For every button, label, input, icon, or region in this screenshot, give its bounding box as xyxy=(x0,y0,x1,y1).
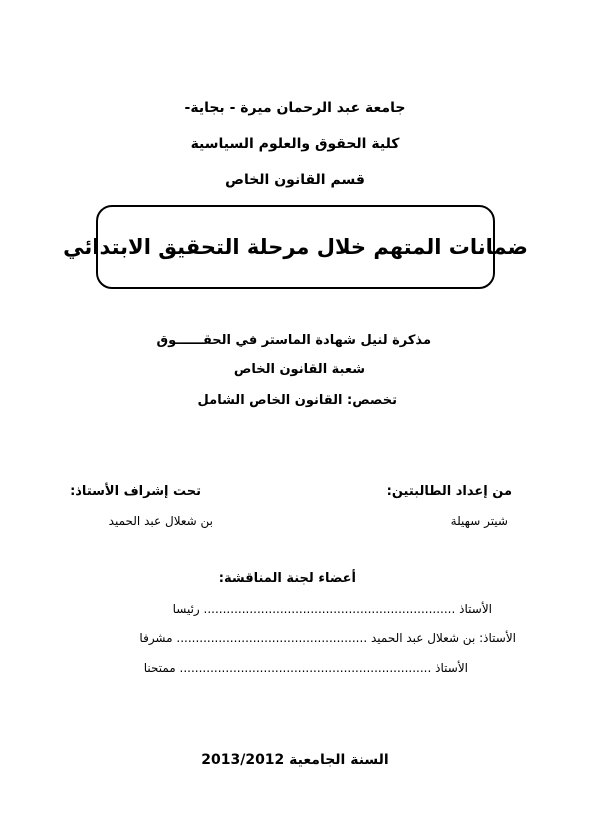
supervisor-label: تحت إشراف الأستاذ: xyxy=(70,484,201,499)
specialty-line: تخصص: القانون الخاص الشامل xyxy=(197,393,397,408)
committee-label: أعضاء لجنة المناقشة: xyxy=(218,571,356,586)
committee-prefix: الأستاذ xyxy=(459,602,492,616)
committee-role: مشرفا xyxy=(139,631,173,645)
university-name: جامعة عبد الرحمان ميرة - بجاية- xyxy=(184,100,406,116)
committee-dots: .................................................................. xyxy=(203,602,456,616)
committee-dots: .................................................................. xyxy=(179,661,432,675)
department-name: قسم القانون الخاص xyxy=(225,172,365,188)
thesis-title: ضمانات المتهم خلال مرحلة التحقيق الابتدائي xyxy=(63,235,528,259)
supervisor-name: بن شعلال عبد الحميد xyxy=(108,514,213,528)
academic-year: السنة الجامعية 2013/2012 xyxy=(201,752,389,768)
committee-prefix: الأستاذ: بن شعلال عبد الحميد xyxy=(370,631,516,645)
committee-prefix: الأستاذ xyxy=(435,661,468,675)
branch-line: شعبة القانون الخاص xyxy=(233,362,365,377)
degree-line: مذكرة لنيل شهادة الماستر في الحقــــــوق xyxy=(156,333,431,348)
title-box xyxy=(63,205,528,289)
students-label: من إعداد الطالبتين: xyxy=(386,484,512,499)
faculty-name: كلية الحقوق والعلوم السياسية xyxy=(190,136,400,152)
committee-row-president xyxy=(173,600,492,618)
committee-dots: .................................................. xyxy=(176,631,368,645)
student-name: شيتر سهيلة xyxy=(450,514,508,528)
committee-row-examiner xyxy=(144,659,468,677)
committee-role: ممتحنا xyxy=(143,661,176,675)
committee-row-supervisor xyxy=(139,629,516,647)
committee-role: رئيسا xyxy=(172,602,200,616)
